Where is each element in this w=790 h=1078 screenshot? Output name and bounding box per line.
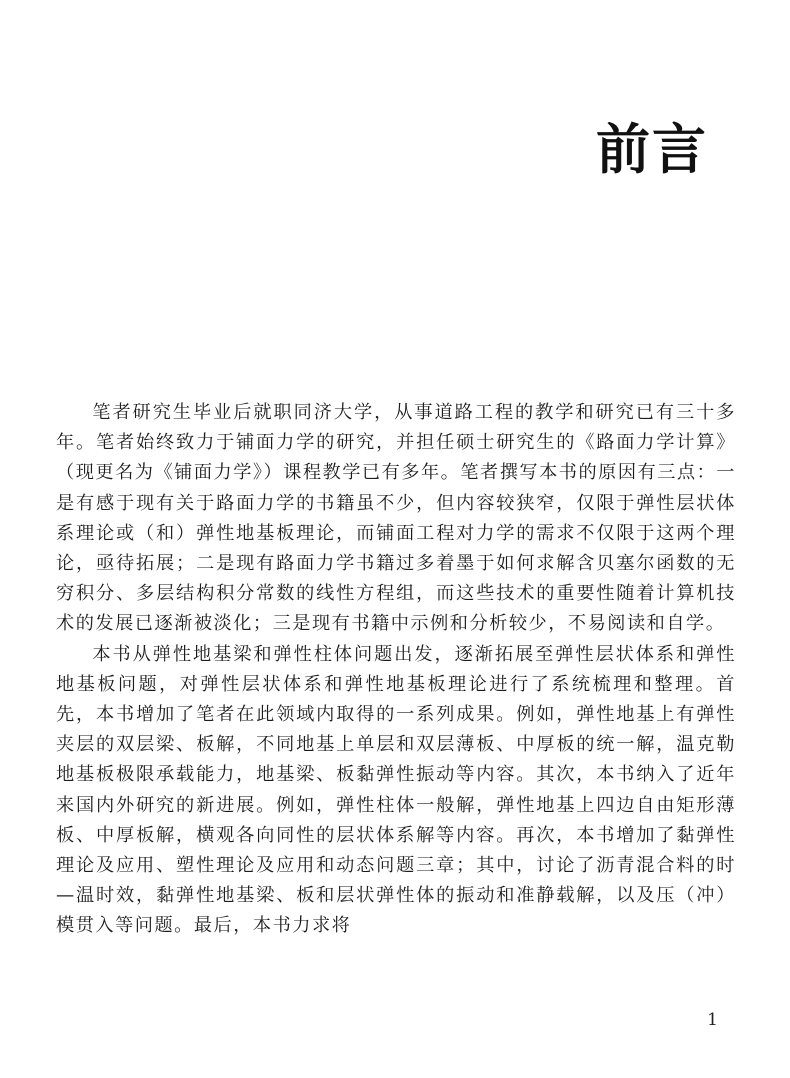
page-body [56, 398, 736, 942]
page-number: 1 [707, 1010, 718, 1030]
page-title: 前言 [596, 117, 708, 181]
paragraph-2: 本书从弹性地基梁和弹性柱体问题出发，逐渐拓展至弹性层状体系和弹性地基板问题，对弹性层状体系和弹性地基板理论进行了系统梳理和整理。首先，本书增加了笔者在此领域内取得的一系列成果。例如，弹性地基上有弹性夹层的双层梁、板解，不同地基上单层和双层薄板、中厚板的统一解，温克勒地基板极限承载能力，地基梁、板黏弹性振动等内容。其次，本书纳入了近年来国内外研究的新进展。例如，弹性柱体一般解，弹性地基上四边自由矩形薄板、中厚板解，横观各向同性的层状体系解等内容。再次，本书增加了黏弹性理论及应用、塑性理论及应用和动态问题三章；其中，讨论了沥青混合料的时—温时效，黏弹性地基梁、板和层状弹性体的振动和准静载解，以及压（冲）模贯入等问题。最后，本书力求将 [56, 643, 736, 937]
paragraph-1: 笔者研究生毕业后就职同济大学，从事道路工程的教学和研究已有三十多年。笔者始终致力于铺面力学的研究，并担任硕士研究生的《路面力学计算》（现更名为《铺面力学》）课程教学已有多年。笔者撰写本书的原因有三点：一是有感于现有关于路面力学的书籍虽不少，但内容较狭窄，仅限于弹性层状体系理论或（和）弹性地基板理论，而铺面工程对力学的需求不仅限于这两个理论，亟待拓展；二是现有路面力学书籍过多着墨于如何求解含贝塞尔函数的无穷积分、多层结构积分常数的线性方程组，而这些技术的重要性随着计算机技术的发展已逐渐被淡化；三是现有书籍中示例和分析较少，不易阅读和自学。 [56, 402, 736, 635]
